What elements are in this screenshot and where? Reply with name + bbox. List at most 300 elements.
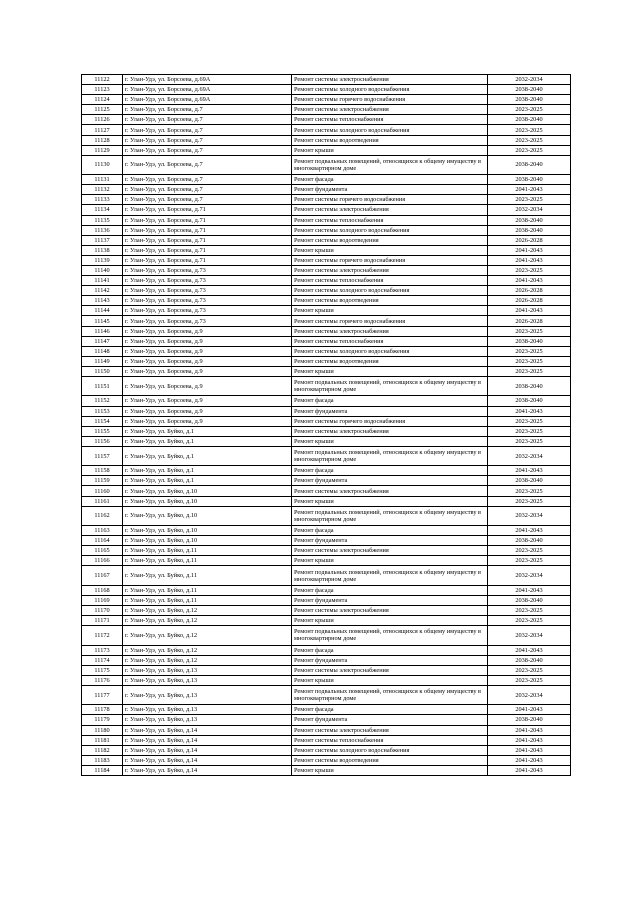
table-row	[82, 135, 571, 145]
table-row	[82, 155, 571, 174]
period-cell: 2023-2025	[488, 145, 571, 155]
address-cell: г. Улан-Удэ, ул. Борсоева, д.9	[123, 416, 292, 426]
work-type-cell: Ремонт фасада	[292, 526, 488, 536]
table-row	[82, 286, 571, 296]
period-cell: 2023-2025	[488, 105, 571, 115]
table-row	[82, 655, 571, 665]
address-cell: г. Улан-Удэ, ул. Борсоева, д.71	[123, 255, 292, 265]
row-number-cell: 11145	[82, 316, 123, 326]
period-cell: 2038-2040	[488, 175, 571, 185]
period-cell: 2023-2025	[488, 486, 571, 496]
work-type-cell: Ремонт системы электроснабжения	[292, 665, 488, 675]
address-cell: г. Улан-Удэ, ул. Буйко, д.11	[123, 566, 292, 585]
table-row	[82, 685, 571, 704]
table-row	[82, 496, 571, 506]
row-number-cell: 11134	[82, 205, 123, 215]
row-number-cell: 11162	[82, 506, 123, 525]
address-cell: г. Улан-Удэ, ул. Буйко, д.13	[123, 675, 292, 685]
table-row	[82, 426, 571, 436]
address-cell: г. Улан-Удэ, ул. Буйко, д.12	[123, 655, 292, 665]
period-cell: 2038-2040	[488, 715, 571, 725]
table-row	[82, 125, 571, 135]
address-cell: г. Улан-Удэ, ул. Борсоева, д.7	[123, 155, 292, 174]
work-type-cell: Ремонт системы холодного водоснабжения	[292, 125, 488, 135]
period-cell: 2023-2025	[488, 556, 571, 566]
table-row	[82, 466, 571, 476]
work-type-cell: Ремонт системы водоотведения	[292, 235, 488, 245]
period-cell: 2023-2025	[488, 346, 571, 356]
table-row	[82, 725, 571, 735]
work-type-cell: Ремонт системы электроснабжения	[292, 75, 488, 85]
table-row	[82, 755, 571, 765]
period-cell: 2041-2043	[488, 705, 571, 715]
address-cell: г. Улан-Удэ, ул. Буйко, д.13	[123, 685, 292, 704]
address-cell: г. Улан-Удэ, ул. Борсоева, д.71	[123, 215, 292, 225]
work-type-cell: Ремонт системы электроснабжения	[292, 725, 488, 735]
address-cell: г. Улан-Удэ, ул. Буйко, д.10	[123, 496, 292, 506]
address-cell: г. Улан-Удэ, ул. Борсоева, д.9	[123, 346, 292, 356]
period-cell: 2026-2028	[488, 316, 571, 326]
work-type-cell: Ремонт подвальных помещений, относящихся к общему имуществу в многоквартирном доме	[292, 685, 488, 704]
address-cell: г. Улан-Удэ, ул. Борсоева, д.73	[123, 316, 292, 326]
table-row	[82, 215, 571, 225]
period-cell: 2023-2025	[488, 416, 571, 426]
work-type-cell: Ремонт системы электроснабжения	[292, 105, 488, 115]
address-cell: г. Улан-Удэ, ул. Борсоева, д.69А	[123, 85, 292, 95]
period-cell: 2023-2025	[488, 426, 571, 436]
period-cell: 2038-2040	[488, 155, 571, 174]
work-type-cell: Ремонт системы теплоснабжения	[292, 276, 488, 286]
period-cell: 2032-2034	[488, 75, 571, 85]
table-row	[82, 296, 571, 306]
period-cell: 2023-2025	[488, 616, 571, 626]
address-cell: г. Улан-Удэ, ул. Борсоева, д.7	[123, 125, 292, 135]
address-cell: г. Улан-Удэ, ул. Борсоева, д.73	[123, 286, 292, 296]
table-row	[82, 585, 571, 595]
row-number-cell: 11156	[82, 436, 123, 446]
work-type-cell: Ремонт системы водоотведения	[292, 356, 488, 366]
row-number-cell: 11143	[82, 296, 123, 306]
work-type-cell: Ремонт крыши	[292, 145, 488, 155]
work-type-cell: Ремонт крыши	[292, 556, 488, 566]
table-row	[82, 416, 571, 426]
table-row	[82, 205, 571, 215]
table-row	[82, 235, 571, 245]
table-row	[82, 85, 571, 95]
table-row	[82, 715, 571, 725]
address-cell: г. Улан-Удэ, ул. Буйко, д.10	[123, 506, 292, 525]
row-number-cell: 11155	[82, 426, 123, 436]
address-cell: г. Улан-Удэ, ул. Борсоева, д.7	[123, 105, 292, 115]
period-cell: 2041-2043	[488, 306, 571, 316]
work-type-cell: Ремонт подвальных помещений, относящихся к общему имуществу в многоквартирном доме	[292, 566, 488, 585]
work-type-cell: Ремонт системы горячего водоснабжения	[292, 195, 488, 205]
work-type-cell: Ремонт фундамента	[292, 406, 488, 416]
address-cell: г. Улан-Удэ, ул. Борсоева, д.9	[123, 336, 292, 346]
period-cell: 2023-2025	[488, 546, 571, 556]
work-type-cell: Ремонт системы электроснабжения	[292, 265, 488, 275]
period-cell: 2038-2040	[488, 595, 571, 605]
address-cell: г. Улан-Удэ, ул. Борсоева, д.7	[123, 145, 292, 155]
table-row	[82, 245, 571, 255]
repair-schedule-table	[81, 74, 571, 776]
address-cell: г. Улан-Удэ, ул. Борсоева, д.9	[123, 377, 292, 396]
row-number-cell: 11135	[82, 215, 123, 225]
address-cell: г. Улан-Удэ, ул. Борсоева, д.7	[123, 185, 292, 195]
work-type-cell: Ремонт системы горячего водоснабжения	[292, 95, 488, 105]
address-cell: г. Улан-Удэ, ул. Буйко, д.1	[123, 446, 292, 465]
period-cell: 2023-2025	[488, 675, 571, 685]
address-cell: г. Улан-Удэ, ул. Борсоева, д.7	[123, 175, 292, 185]
work-type-cell: Ремонт крыши	[292, 675, 488, 685]
row-number-cell: 11168	[82, 585, 123, 595]
period-cell: 2041-2043	[488, 255, 571, 265]
period-cell: 2032-2034	[488, 506, 571, 525]
address-cell: г. Улан-Удэ, ул. Буйко, д.12	[123, 605, 292, 615]
work-type-cell: Ремонт фасада	[292, 585, 488, 595]
table-row	[82, 476, 571, 486]
address-cell: г. Улан-Удэ, ул. Борсоева, д.69А	[123, 95, 292, 105]
address-cell: г. Улан-Удэ, ул. Буйко, д.13	[123, 705, 292, 715]
address-cell: г. Улан-Удэ, ул. Буйко, д.11	[123, 595, 292, 605]
table-row	[82, 506, 571, 525]
address-cell: г. Улан-Удэ, ул. Борсоева, д.73	[123, 265, 292, 275]
table-row	[82, 735, 571, 745]
address-cell: г. Улан-Удэ, ул. Борсоева, д.7	[123, 135, 292, 145]
row-number-cell: 11130	[82, 155, 123, 174]
address-cell: г. Улан-Удэ, ул. Борсоева, д.73	[123, 276, 292, 286]
row-number-cell: 11173	[82, 645, 123, 655]
row-number-cell: 11151	[82, 377, 123, 396]
address-cell: г. Улан-Удэ, ул. Борсоева, д.73	[123, 296, 292, 306]
address-cell: г. Улан-Удэ, ул. Буйко, д.14	[123, 765, 292, 775]
work-type-cell: Ремонт системы электроснабжения	[292, 605, 488, 615]
period-cell: 2038-2040	[488, 115, 571, 125]
row-number-cell: 11182	[82, 745, 123, 755]
work-type-cell: Ремонт системы холодного водоснабжения	[292, 286, 488, 296]
address-cell: г. Улан-Удэ, ул. Буйко, д.10	[123, 526, 292, 536]
work-type-cell: Ремонт системы холодного водоснабжения	[292, 745, 488, 755]
table-row	[82, 745, 571, 755]
table-row	[82, 346, 571, 356]
row-number-cell: 11131	[82, 175, 123, 185]
address-cell: г. Улан-Удэ, ул. Буйко, д.14	[123, 755, 292, 765]
table-row	[82, 336, 571, 346]
work-type-cell: Ремонт подвальных помещений, относящихся к общему имуществу в многоквартирном доме	[292, 446, 488, 465]
table-row	[82, 665, 571, 675]
work-type-cell: Ремонт системы водоотведения	[292, 755, 488, 765]
row-number-cell: 11153	[82, 406, 123, 416]
table-row	[82, 675, 571, 685]
work-type-cell: Ремонт фундамента	[292, 536, 488, 546]
row-number-cell: 11129	[82, 145, 123, 155]
period-cell: 2038-2040	[488, 225, 571, 235]
address-cell: г. Улан-Удэ, ул. Буйко, д.11	[123, 546, 292, 556]
row-number-cell: 11154	[82, 416, 123, 426]
row-number-cell: 11126	[82, 115, 123, 125]
row-number-cell: 11124	[82, 95, 123, 105]
row-number-cell: 11175	[82, 665, 123, 675]
row-number-cell: 11170	[82, 605, 123, 615]
address-cell: г. Улан-Удэ, ул. Борсоева, д.9	[123, 406, 292, 416]
work-type-cell: Ремонт крыши	[292, 616, 488, 626]
row-number-cell: 11183	[82, 755, 123, 765]
period-cell: 2041-2043	[488, 406, 571, 416]
table-row	[82, 765, 571, 775]
table-row	[82, 556, 571, 566]
row-number-cell: 11164	[82, 536, 123, 546]
period-cell: 2038-2040	[488, 377, 571, 396]
work-type-cell: Ремонт фасада	[292, 175, 488, 185]
address-cell: г. Улан-Удэ, ул. Борсоева, д.7	[123, 115, 292, 125]
period-cell: 2032-2034	[488, 626, 571, 645]
work-type-cell: Ремонт фасада	[292, 396, 488, 406]
row-number-cell: 11179	[82, 715, 123, 725]
work-type-cell: Ремонт фундамента	[292, 655, 488, 665]
period-cell: 2023-2025	[488, 665, 571, 675]
address-cell: г. Улан-Удэ, ул. Буйко, д.12	[123, 626, 292, 645]
period-cell: 2023-2025	[488, 195, 571, 205]
row-number-cell: 11181	[82, 735, 123, 745]
address-cell: г. Улан-Удэ, ул. Борсоева, д.7	[123, 195, 292, 205]
work-type-cell: Ремонт системы электроснабжения	[292, 546, 488, 556]
table-row	[82, 265, 571, 275]
work-type-cell: Ремонт крыши	[292, 366, 488, 376]
table-row	[82, 406, 571, 416]
row-number-cell: 11150	[82, 366, 123, 376]
address-cell: г. Улан-Удэ, ул. Борсоева, д.9	[123, 326, 292, 336]
work-type-cell: Ремонт подвальных помещений, относящихся к общему имуществу в многоквартирном доме	[292, 377, 488, 396]
period-cell: 2023-2025	[488, 326, 571, 336]
row-number-cell: 11148	[82, 346, 123, 356]
period-cell: 2023-2025	[488, 356, 571, 366]
address-cell: г. Улан-Удэ, ул. Буйко, д.13	[123, 665, 292, 675]
table-row	[82, 175, 571, 185]
table-row	[82, 626, 571, 645]
table-row	[82, 566, 571, 585]
period-cell: 2041-2043	[488, 526, 571, 536]
period-cell: 2041-2043	[488, 185, 571, 195]
row-number-cell: 11180	[82, 725, 123, 735]
period-cell: 2041-2043	[488, 245, 571, 255]
table-row	[82, 366, 571, 376]
period-cell: 2023-2025	[488, 605, 571, 615]
work-type-cell: Ремонт системы водоотведения	[292, 296, 488, 306]
work-type-cell: Ремонт системы электроснабжения	[292, 486, 488, 496]
table-row	[82, 705, 571, 715]
work-type-cell: Ремонт системы холодного водоснабжения	[292, 85, 488, 95]
table-row	[82, 185, 571, 195]
work-type-cell: Ремонт фундамента	[292, 595, 488, 605]
table-row	[82, 115, 571, 125]
row-number-cell: 11122	[82, 75, 123, 85]
table-row	[82, 316, 571, 326]
row-number-cell: 11178	[82, 705, 123, 715]
period-cell: 2038-2040	[488, 95, 571, 105]
row-number-cell: 11136	[82, 225, 123, 235]
address-cell: г. Улан-Удэ, ул. Буйко, д.10	[123, 486, 292, 496]
table-row	[82, 377, 571, 396]
row-number-cell: 11132	[82, 185, 123, 195]
table-row	[82, 536, 571, 546]
table-row	[82, 356, 571, 366]
work-type-cell: Ремонт системы электроснабжения	[292, 326, 488, 336]
period-cell: 2023-2025	[488, 135, 571, 145]
row-number-cell: 11158	[82, 466, 123, 476]
row-number-cell: 11171	[82, 616, 123, 626]
table-row	[82, 446, 571, 465]
period-cell: 2041-2043	[488, 585, 571, 595]
row-number-cell: 11128	[82, 135, 123, 145]
address-cell: г. Улан-Удэ, ул. Буйко, д.1	[123, 476, 292, 486]
address-cell: г. Улан-Удэ, ул. Борсоева, д.71	[123, 235, 292, 245]
work-type-cell: Ремонт системы теплоснабжения	[292, 735, 488, 745]
address-cell: г. Улан-Удэ, ул. Борсоева, д.71	[123, 245, 292, 255]
table-row	[82, 616, 571, 626]
address-cell: г. Улан-Удэ, ул. Борсоева, д.9	[123, 366, 292, 376]
row-number-cell: 11166	[82, 556, 123, 566]
period-cell: 2023-2025	[488, 125, 571, 135]
work-type-cell: Ремонт системы электроснабжения	[292, 205, 488, 215]
work-type-cell: Ремонт системы горячего водоснабжения	[292, 416, 488, 426]
table-row	[82, 195, 571, 205]
address-cell: г. Улан-Удэ, ул. Буйко, д.11	[123, 556, 292, 566]
row-number-cell: 11140	[82, 265, 123, 275]
row-number-cell: 11165	[82, 546, 123, 556]
period-cell: 2038-2040	[488, 85, 571, 95]
work-type-cell: Ремонт крыши	[292, 245, 488, 255]
period-cell: 2023-2025	[488, 366, 571, 376]
row-number-cell: 11160	[82, 486, 123, 496]
row-number-cell: 11123	[82, 85, 123, 95]
table-row	[82, 95, 571, 105]
row-number-cell: 11137	[82, 235, 123, 245]
row-number-cell: 11142	[82, 286, 123, 296]
table-row	[82, 645, 571, 655]
work-type-cell: Ремонт подвальных помещений, относящихся к общему имуществу в многоквартирном доме	[292, 155, 488, 174]
address-cell: г. Улан-Удэ, ул. Борсоева, д.69А	[123, 75, 292, 85]
period-cell: 2032-2034	[488, 205, 571, 215]
period-cell: 2041-2043	[488, 276, 571, 286]
period-cell: 2041-2043	[488, 765, 571, 775]
period-cell: 2041-2043	[488, 755, 571, 765]
row-number-cell: 11177	[82, 685, 123, 704]
work-type-cell: Ремонт подвальных помещений, относящихся к общему имуществу в многоквартирном доме	[292, 626, 488, 645]
address-cell: г. Улан-Удэ, ул. Борсоева, д.73	[123, 306, 292, 316]
work-type-cell: Ремонт подвальных помещений, относящихся к общему имуществу в многоквартирном доме	[292, 506, 488, 525]
row-number-cell: 11147	[82, 336, 123, 346]
row-number-cell: 11184	[82, 765, 123, 775]
table-row	[82, 595, 571, 605]
period-cell: 2023-2025	[488, 436, 571, 446]
period-cell: 2038-2040	[488, 536, 571, 546]
table-row	[82, 145, 571, 155]
period-cell: 2026-2028	[488, 235, 571, 245]
period-cell: 2032-2034	[488, 446, 571, 465]
work-type-cell: Ремонт фундамента	[292, 476, 488, 486]
address-cell: г. Улан-Удэ, ул. Буйко, д.14	[123, 735, 292, 745]
period-cell: 2038-2040	[488, 655, 571, 665]
period-cell: 2023-2025	[488, 496, 571, 506]
period-cell: 2026-2028	[488, 286, 571, 296]
row-number-cell: 11172	[82, 626, 123, 645]
period-cell: 2032-2034	[488, 685, 571, 704]
work-type-cell: Ремонт системы электроснабжения	[292, 426, 488, 436]
period-cell: 2023-2025	[488, 265, 571, 275]
table-row	[82, 396, 571, 406]
address-cell: г. Улан-Удэ, ул. Буйко, д.12	[123, 645, 292, 655]
work-type-cell: Ремонт системы теплоснабжения	[292, 215, 488, 225]
work-type-cell: Ремонт системы теплоснабжения	[292, 336, 488, 346]
period-cell: 2038-2040	[488, 336, 571, 346]
work-type-cell: Ремонт фасада	[292, 705, 488, 715]
row-number-cell: 11133	[82, 195, 123, 205]
row-number-cell: 11141	[82, 276, 123, 286]
work-type-cell: Ремонт системы горячего водоснабжения	[292, 255, 488, 265]
work-type-cell: Ремонт фасада	[292, 466, 488, 476]
address-cell: г. Улан-Удэ, ул. Буйко, д.11	[123, 585, 292, 595]
table-row	[82, 276, 571, 286]
table-row	[82, 255, 571, 265]
address-cell: г. Улан-Удэ, ул. Буйко, д.1	[123, 466, 292, 476]
work-type-cell: Ремонт фасада	[292, 645, 488, 655]
row-number-cell: 11149	[82, 356, 123, 366]
row-number-cell: 11139	[82, 255, 123, 265]
table-row	[82, 436, 571, 446]
table-row	[82, 546, 571, 556]
address-cell: г. Улан-Удэ, ул. Буйко, д.1	[123, 436, 292, 446]
address-cell: г. Улан-Удэ, ул. Буйко, д.14	[123, 725, 292, 735]
work-type-cell: Ремонт фундамента	[292, 185, 488, 195]
period-cell: 2041-2043	[488, 725, 571, 735]
work-type-cell: Ремонт фундамента	[292, 715, 488, 725]
table-row	[82, 326, 571, 336]
address-cell: г. Улан-Удэ, ул. Буйко, д.1	[123, 426, 292, 436]
table-row	[82, 75, 571, 85]
row-number-cell: 11146	[82, 326, 123, 336]
period-cell: 2041-2043	[488, 735, 571, 745]
address-cell: г. Улан-Удэ, ул. Борсоева, д.71	[123, 205, 292, 215]
address-cell: г. Улан-Удэ, ул. Буйко, д.12	[123, 616, 292, 626]
row-number-cell: 11144	[82, 306, 123, 316]
period-cell: 2032-2034	[488, 566, 571, 585]
row-number-cell: 11125	[82, 105, 123, 115]
period-cell: 2041-2043	[488, 466, 571, 476]
work-type-cell: Ремонт системы холодного водоснабжения	[292, 225, 488, 235]
period-cell: 2041-2043	[488, 745, 571, 755]
work-type-cell: Ремонт крыши	[292, 306, 488, 316]
document-page	[81, 74, 570, 776]
address-cell: г. Улан-Удэ, ул. Борсоева, д.71	[123, 225, 292, 235]
row-number-cell: 11159	[82, 476, 123, 486]
table-row	[82, 306, 571, 316]
period-cell: 2038-2040	[488, 476, 571, 486]
row-number-cell: 11169	[82, 595, 123, 605]
row-number-cell: 11152	[82, 396, 123, 406]
row-number-cell: 11174	[82, 655, 123, 665]
work-type-cell: Ремонт системы теплоснабжения	[292, 115, 488, 125]
row-number-cell: 11138	[82, 245, 123, 255]
work-type-cell: Ремонт системы водоотведения	[292, 135, 488, 145]
address-cell: г. Улан-Удэ, ул. Буйко, д.13	[123, 715, 292, 725]
work-type-cell: Ремонт крыши	[292, 436, 488, 446]
period-cell: 2038-2040	[488, 215, 571, 225]
period-cell: 2026-2028	[488, 296, 571, 306]
period-cell: 2038-2040	[488, 396, 571, 406]
table-body	[82, 75, 571, 776]
work-type-cell: Ремонт системы холодного водоснабжения	[292, 346, 488, 356]
row-number-cell: 11161	[82, 496, 123, 506]
